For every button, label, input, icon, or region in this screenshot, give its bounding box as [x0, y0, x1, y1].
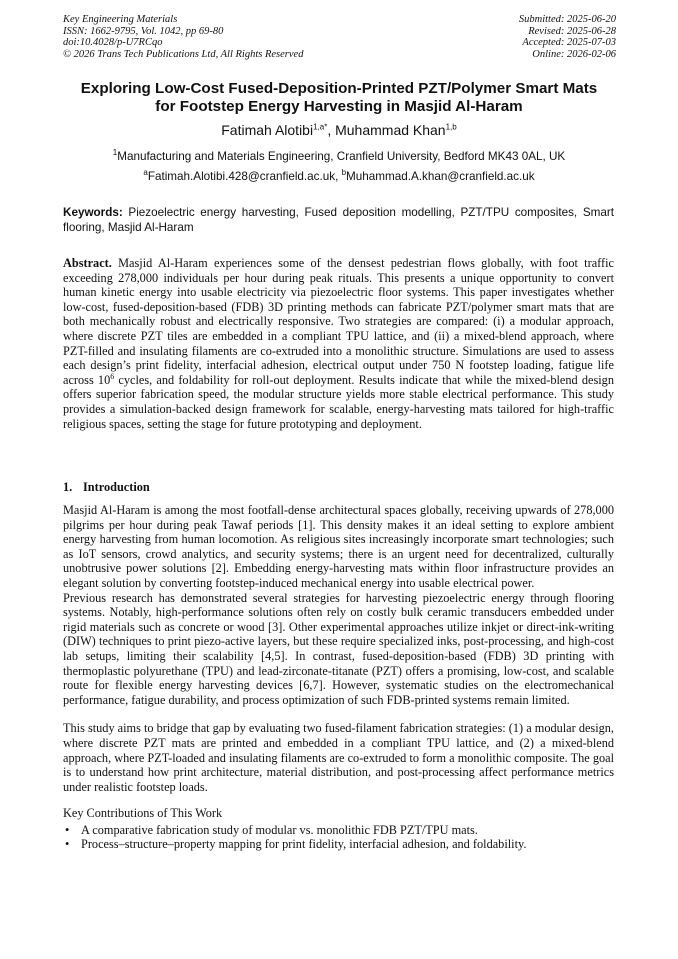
email-link[interactable]: Fatimah.Alotibi.428@cranfield.ac.uk, [147, 170, 342, 183]
list-item [63, 837, 614, 852]
keywords [63, 205, 614, 235]
journal-issn: ISSN: 1662-9795, Vol. 1042, pp 69-80 [63, 25, 224, 37]
paragraph: Previous research has demonstrated several strategies for harvesting piezoelectric energy through flooring systems. Notably, high-performance solutions often rely on costly bulk ceramic transducers embedded under rigid materials such as concrete or wood [3]. Other experimental approaches utilize inkjet or direct-ink-writing (DIW) techniques to print piezo-active layers, but these require specialized inks, post-processing, and high-cost lab setups, limiting their scalability [4,5]. In contrast, fused-deposition-based (FDB) 3D printing with thermoplastic polyurethane (TPU) and lead-zirconate-titanate (PZT) offers a promising, low-cost, and scalable route for flexible energy harvesting devices [6,7]. However, systematic studies on the electromechanical performance, fatigue durability, and process optimization of such FDB-printed systems remain limited. [63, 590, 614, 707]
keywords-label: Keywords: [63, 206, 123, 219]
author-affiliation-mark: 1,b [445, 122, 457, 132]
affiliation [40, 150, 638, 163]
bullet-icon: • [65, 822, 70, 837]
author-emails [40, 170, 638, 183]
author-name: Muhammad Khan [335, 122, 446, 138]
paragraph: This study aims to bridge that gap by evaluating two fused-filament fabrication strategies: (1) a modular design, where discrete PZT mats are printed and embedded in a compliant TPU lattice, and (2) a mixed-blend approach, where PZT-loaded and insulating filaments are co-extruded to form a monolithic composite. The goal is to understand how print architecture, material distribution, and post-processing affect performance metrics under realistic footstep loads. [63, 721, 614, 794]
affiliation-mark: 1 [112, 148, 118, 158]
email-mark: b [341, 168, 347, 178]
section-number: 1. [63, 480, 73, 494]
section-title: Introduction [83, 480, 150, 494]
list-item [63, 823, 614, 838]
author-name: Fatimah Alotibi [221, 122, 314, 138]
list-item-text: A comparative fabrication study of modular vs. monolithic FDB PZT/TPU mats. [81, 822, 478, 837]
journal-copyright: © 2026 Trans Tech Publications Ltd, All Rights Reserved [63, 48, 304, 60]
journal-doi[interactable]: doi:10.4028/p-U7RCqo [63, 37, 163, 49]
date-revised: Revised: 2025-06-28 [528, 25, 616, 37]
abstract-text: Masjid Al-Haram experiences some of the densest pedestrian flows globally, with foot traffic exceeding 278,000 individuals per hour during peak rituals. This presents a unique opportunity to convert human kinetic energy into usable electricity via piezoelectric floor systems. This paper investigates whether low-cost, fused-deposition-based (FDB) 3D printing methods can fabricate PZT/polymer smart mats that are both mechanically robust and electrically responsive. Two strategies are compared: (i) a modular approach, where discrete PZT tiles are embedded in a compliant TPU lattice, and (ii) a mixed-blend approach, where PZT-filled and insulating filaments are co-extruded into a monolithic structure. Simulations are used to assess each design’s print fidelity, interfacial adhesion, electrical output under 750 N footstep loading, fatigue life across 10 [63, 256, 614, 387]
author-affiliation-mark: 1,a* [313, 122, 328, 132]
list-item-text: Process–structure–property mapping for print fidelity, interfacial adhesion, and foldability. [81, 837, 527, 852]
journal-info [63, 14, 303, 60]
journal-name: Key Engineering Materials [63, 14, 178, 25]
paper-title-line-1: Exploring Low-Cost Fused-Deposition-Printed PZT/Polymer Smart Mats [80, 80, 598, 97]
date-accepted: Accepted: 2025-07-03 [522, 37, 616, 49]
publication-dates [519, 14, 616, 60]
affiliation-text: Manufacturing and Materials Engineering, Cranfield University, Bedford MK43 0AL, UK [117, 150, 566, 163]
contributions-heading: Key Contributions of This Work [63, 806, 223, 821]
author-list [40, 122, 638, 138]
keywords-text: Piezoelectric energy harvesting, Fused deposition modelling, PZT/TPU composites, Smart flooring, Masjid Al-Haram [63, 206, 614, 234]
paper-title-line-2: for Footstep Energy Harvesting in Masjid Al-Haram [155, 98, 523, 115]
contributions-list [63, 823, 614, 852]
abstract-exponent: 6 [110, 371, 115, 381]
date-online: Online: 2026-02-06 [532, 48, 616, 60]
introduction-body [63, 503, 614, 852]
email-link[interactable]: Muhammad.A.khan@cranfield.ac.uk [346, 170, 535, 183]
date-submitted: Submitted: 2025-06-20 [518, 14, 616, 25]
bullet-icon: • [65, 837, 70, 852]
paper-title [40, 80, 638, 116]
section-heading [63, 480, 150, 495]
email-mark: a [143, 168, 148, 178]
abstract [63, 256, 614, 431]
paragraph: Masjid Al-Haram is among the most footfall-dense architectural spaces globally, receiving upwards of 278,000 pilgrims per hour during peak Tawaf periods [1]. This density makes it an ideal setting to explore ambient energy harvesting from human locomotion. As religious sites increasingly incorporate smart technologies; such as IoT sensors, crowd analytics, and security systems; there is an urgent need for decentralized, culturally unobtrusive power solutions [2]. Embedding energy-harvesting mats within floor infrastructure provides an elegant solution by converting footstep-induced mechanical energy into usable electrical power. [63, 503, 614, 590]
author-separator: , [327, 122, 336, 138]
abstract-text: cycles, and foldability for roll-out deployment. Results indicate that while the mixed-blend design offers superior fabrication speed, the modular structure yields more stable electrical performance. This study provides a simulation-backed design framework for scalable, energy-harvesting mats tailored for high-traffic religious spaces, setting the stage for future prototyping and deployment. [63, 372, 614, 431]
abstract-label: Abstract. [63, 256, 112, 270]
